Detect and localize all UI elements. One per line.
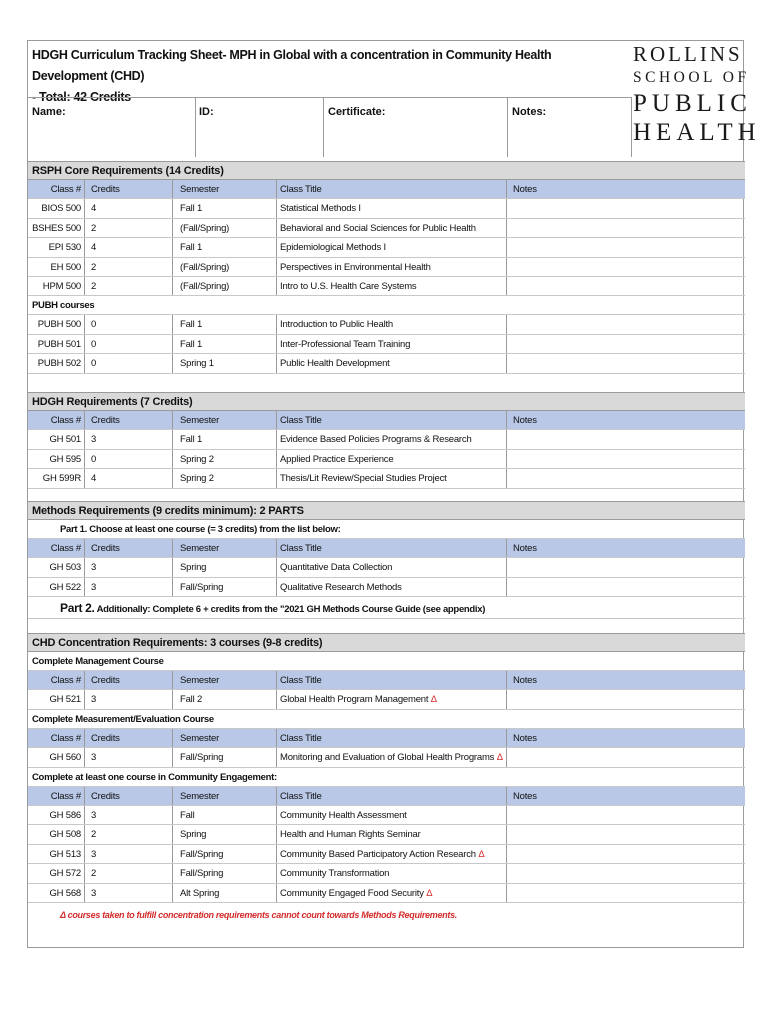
logo-line-2: SCHOOL OF xyxy=(633,69,750,86)
title-cell xyxy=(277,469,507,487)
credits-cell xyxy=(85,450,173,468)
table-header-row xyxy=(28,411,745,430)
title-cell-text: Inter-Professional Team Training xyxy=(280,338,411,350)
title-cell xyxy=(277,199,507,217)
semester-cell xyxy=(173,884,277,902)
credits-cell-text: 3 xyxy=(91,848,97,860)
semester-cell-text: Fall 2 xyxy=(180,694,203,706)
col-title: Class Title xyxy=(277,787,507,805)
credits-cell-text: 4 xyxy=(91,203,97,215)
logo-line-1: ROLLINS xyxy=(633,42,743,66)
credits-cell-text: 0 xyxy=(91,319,97,331)
footnote: Δ courses taken to fulfill concentration requirements cannot count towards Methods Requirements. xyxy=(60,910,457,920)
class-cell-text: GH 521 xyxy=(49,694,81,706)
section-title: CHD Concentration Requirements: 3 courses (9-8 credits) xyxy=(28,633,745,652)
col-class: Class # xyxy=(28,729,85,747)
credits-cell xyxy=(85,748,173,766)
title-cell xyxy=(277,558,507,576)
notes-cell[interactable] xyxy=(507,430,745,448)
notes-cell[interactable] xyxy=(507,315,745,333)
class-cell xyxy=(28,335,85,353)
notes-label: Notes: xyxy=(512,106,547,118)
col-credits: Credits xyxy=(85,787,173,805)
notes-cell[interactable] xyxy=(507,884,745,902)
semester-cell-text: Spring xyxy=(180,562,207,574)
credits-cell xyxy=(85,219,173,237)
semester-cell xyxy=(173,335,277,353)
delta-icon: Δ xyxy=(430,694,437,706)
title-cell-text: Applied Practice Experience xyxy=(280,453,394,465)
title-cell xyxy=(277,825,507,843)
notes-cell[interactable] xyxy=(507,864,745,882)
title-cell xyxy=(277,845,507,863)
semester-cell xyxy=(173,864,277,882)
title-cell-text: Global Health Program Management xyxy=(280,694,429,706)
title-cell-text: Health and Human Rights Seminar xyxy=(280,829,421,841)
class-cell xyxy=(28,884,85,902)
col-class: Class # xyxy=(28,180,85,198)
notes-cell[interactable] xyxy=(507,450,745,468)
class-cell xyxy=(28,558,85,576)
col-credits: Credits xyxy=(85,411,173,429)
class-cell-text: HPM 500 xyxy=(42,280,81,292)
semester-cell-text: Fall 1 xyxy=(180,434,203,446)
logo-line-3: PUBLIC xyxy=(633,90,752,117)
title-line-2: - Total: 42 Credits xyxy=(32,90,131,104)
notes-cell[interactable] xyxy=(507,199,745,217)
class-cell-text: BSHES 500 xyxy=(32,222,81,234)
col-notes: Notes xyxy=(513,732,537,744)
table-header-row xyxy=(28,539,745,558)
credits-cell xyxy=(85,469,173,487)
col-class: Class # xyxy=(28,539,85,557)
credits-cell-text: 3 xyxy=(91,887,97,899)
semester-cell xyxy=(173,277,277,295)
semester-cell-text: Fall 1 xyxy=(180,242,203,254)
title-cell xyxy=(277,578,507,596)
delta-icon: Δ xyxy=(426,887,433,899)
eval-label: Complete Measurement/Evaluation Course xyxy=(28,710,745,729)
core-section xyxy=(28,161,745,374)
title-line-1: HDGH Curriculum Tracking Sheet- MPH in Global with a concentration in Community Health Development (CHD) xyxy=(32,48,552,83)
class-cell xyxy=(28,825,85,843)
col-credits: Credits xyxy=(85,539,173,557)
table-row xyxy=(28,864,745,883)
class-cell-text: GH 595 xyxy=(49,453,81,465)
table-row xyxy=(28,315,745,334)
title-cell-text: Perspectives in Environmental Health xyxy=(280,261,431,273)
certificate-field[interactable] xyxy=(324,97,508,157)
notes-field[interactable] xyxy=(508,97,632,157)
title-cell xyxy=(277,315,507,333)
title-cell xyxy=(277,748,507,766)
credits-cell-text: 0 xyxy=(91,338,97,350)
semester-cell xyxy=(173,219,277,237)
semester-cell xyxy=(173,845,277,863)
class-cell xyxy=(28,258,85,276)
table-row xyxy=(28,354,745,373)
title-cell xyxy=(277,690,507,708)
semester-cell-text: Fall/Spring xyxy=(180,848,224,860)
part1-label: Part 1. Choose at least one course (= 3 credits) from the list below: xyxy=(28,520,745,539)
title-cell-text: Intro to U.S. Health Care Systems xyxy=(280,280,417,292)
title-cell xyxy=(277,219,507,237)
semester-cell-text: Spring 2 xyxy=(180,453,214,465)
tracking-sheet xyxy=(27,40,761,948)
title-cell-text: Community Transformation xyxy=(280,868,390,880)
class-cell xyxy=(28,219,85,237)
title-cell xyxy=(277,354,507,372)
certificate-label: Certificate: xyxy=(328,106,386,118)
notes-cell[interactable] xyxy=(507,335,745,353)
credits-cell-text: 0 xyxy=(91,453,97,465)
notes-cell[interactable] xyxy=(507,806,745,824)
mgmt-rows xyxy=(28,690,745,709)
id-label: ID: xyxy=(199,106,214,118)
credits-cell-text: 4 xyxy=(91,242,97,254)
credits-cell xyxy=(85,690,173,708)
class-cell-text: GH 568 xyxy=(49,887,81,899)
chd-section xyxy=(28,633,745,903)
title-cell-text: Epidemiological Methods I xyxy=(280,242,386,254)
col-notes: Notes xyxy=(513,543,537,554)
pubh-rows xyxy=(28,315,745,373)
name-field[interactable] xyxy=(28,97,196,157)
notes-cell[interactable] xyxy=(507,578,745,596)
class-cell-text: PUBH 501 xyxy=(37,338,81,350)
notes-cell[interactable] xyxy=(507,219,745,237)
hdgh-rows xyxy=(28,430,745,488)
logo-line-4: HEALTH xyxy=(633,119,761,146)
table-header-row xyxy=(28,787,745,806)
semester-cell xyxy=(173,825,277,843)
class-cell xyxy=(28,748,85,766)
class-cell-text: EH 500 xyxy=(50,261,81,273)
notes-cell[interactable] xyxy=(507,277,745,295)
semester-cell-text: Fall 1 xyxy=(180,203,203,215)
title-cell-text: Quantitative Data Collection xyxy=(280,562,393,574)
title-cell xyxy=(277,430,507,448)
credits-cell-text: 2 xyxy=(91,868,97,880)
semester-cell-text: Fall/Spring xyxy=(180,868,224,880)
credits-cell-text: 3 xyxy=(91,809,97,821)
semester-cell-text: (Fall/Spring) xyxy=(180,261,230,273)
semester-cell xyxy=(173,238,277,256)
credits-cell xyxy=(85,354,173,372)
credits-cell xyxy=(85,845,173,863)
title-cell xyxy=(277,277,507,295)
title-cell-text: Community Health Assessment xyxy=(280,809,407,821)
table-row xyxy=(28,430,745,449)
section-title: RSPH Core Requirements (14 Credits) xyxy=(28,161,745,180)
delta-icon: Δ xyxy=(496,752,503,764)
class-cell xyxy=(28,430,85,448)
class-cell xyxy=(28,578,85,596)
col-class: Class # xyxy=(28,411,85,429)
notes-cell[interactable] xyxy=(507,748,745,766)
credits-cell xyxy=(85,258,173,276)
notes-cell[interactable] xyxy=(507,558,745,576)
credits-cell xyxy=(85,884,173,902)
table-row xyxy=(28,578,745,597)
col-notes: Notes xyxy=(513,790,537,802)
credits-cell xyxy=(85,199,173,217)
methods-section xyxy=(28,501,745,619)
semester-cell xyxy=(173,315,277,333)
engage-rows xyxy=(28,806,745,903)
table-row xyxy=(28,450,745,469)
table-header-row xyxy=(28,671,745,690)
credits-cell-text: 2 xyxy=(91,280,97,292)
title-cell-text: Public Health Development xyxy=(280,358,390,370)
section-title: HDGH Requirements (7 Credits) xyxy=(28,392,745,411)
class-cell-text: GH 503 xyxy=(49,562,81,574)
table-row xyxy=(28,238,745,257)
delta-icon: Δ xyxy=(478,848,485,860)
table-row xyxy=(28,199,745,218)
notes-cell[interactable] xyxy=(507,238,745,256)
col-credits: Credits xyxy=(85,671,173,689)
title-cell-text: Qualitative Research Methods xyxy=(280,581,402,593)
table-row xyxy=(28,219,745,238)
mgmt-label: Complete Management Course xyxy=(28,652,745,671)
col-class: Class # xyxy=(28,671,85,689)
credits-cell-text: 2 xyxy=(91,222,97,234)
col-title: Class Title xyxy=(277,180,507,198)
col-semester: Semester xyxy=(173,180,277,198)
semester-cell-text: Fall 1 xyxy=(180,338,203,350)
class-cell-text: BIOS 500 xyxy=(41,203,81,215)
col-semester: Semester xyxy=(173,787,277,805)
title-cell-text: Community Engaged Food Security xyxy=(280,887,424,899)
title-cell-text: Introduction to Public Health xyxy=(280,319,394,331)
semester-cell xyxy=(173,748,277,766)
semester-cell-text: Spring 2 xyxy=(180,473,214,485)
class-cell xyxy=(28,238,85,256)
title-cell-text: Evidence Based Policies Programs & Research xyxy=(280,434,472,446)
semester-cell-text: Fall/Spring xyxy=(180,581,224,593)
semester-cell xyxy=(173,430,277,448)
table-row xyxy=(28,558,745,577)
semester-cell xyxy=(173,450,277,468)
class-cell-text: GH 572 xyxy=(49,868,81,880)
class-cell-text: GH 501 xyxy=(49,434,81,446)
section-title: Methods Requirements (9 credits minimum): 2 PARTS xyxy=(28,501,745,520)
table-row xyxy=(28,748,745,767)
credits-cell-text: 0 xyxy=(91,358,97,370)
table-row xyxy=(28,690,745,709)
col-title: Class Title xyxy=(277,729,507,747)
class-cell-text: EPI 530 xyxy=(48,242,81,254)
credits-cell xyxy=(85,277,173,295)
class-cell xyxy=(28,864,85,882)
credits-cell xyxy=(85,430,173,448)
semester-cell-text: Fall 1 xyxy=(180,319,203,331)
part2-text: Additionally: Complete 6 + credits from the "2021 GH Methods Course Guide (see appendix) xyxy=(94,604,486,616)
class-cell-text: PUBH 502 xyxy=(37,358,81,370)
title-cell xyxy=(277,450,507,468)
notes-cell[interactable] xyxy=(507,690,745,708)
semester-cell-text: Fall/Spring xyxy=(180,752,224,764)
title-cell xyxy=(277,806,507,824)
class-cell-text: PUBH 500 xyxy=(37,319,81,331)
credits-cell-text: 3 xyxy=(91,562,97,574)
semester-cell xyxy=(173,199,277,217)
methods-rows xyxy=(28,558,745,597)
id-field[interactable] xyxy=(196,97,324,157)
title-cell xyxy=(277,864,507,882)
hdgh-section xyxy=(28,392,745,489)
class-cell-text: GH 508 xyxy=(49,829,81,841)
credits-cell xyxy=(85,825,173,843)
credits-cell xyxy=(85,238,173,256)
title-cell-text: Community Based Participatory Action Research xyxy=(280,848,476,860)
class-cell xyxy=(28,315,85,333)
pubh-label: PUBH courses xyxy=(28,296,745,315)
col-credits: Credits xyxy=(85,729,173,747)
notes-cell[interactable] xyxy=(507,258,745,276)
col-semester: Semester xyxy=(173,411,277,429)
class-cell xyxy=(28,806,85,824)
title-cell xyxy=(277,258,507,276)
class-cell xyxy=(28,469,85,487)
semester-cell xyxy=(173,806,277,824)
class-cell xyxy=(28,277,85,295)
semester-cell xyxy=(173,690,277,708)
title-cell-text: Monitoring and Evaluation of Global Health Programs xyxy=(280,752,495,764)
credits-cell-text: 3 xyxy=(91,694,97,706)
col-notes: Notes xyxy=(513,184,537,195)
credits-cell xyxy=(85,558,173,576)
title-cell xyxy=(277,335,507,353)
table-row xyxy=(28,335,745,354)
class-cell-text: GH 560 xyxy=(49,752,81,764)
credits-cell-text: 3 xyxy=(91,434,97,446)
name-label: Name: xyxy=(32,106,66,118)
semester-cell-text: Fall xyxy=(180,809,195,821)
table-row xyxy=(28,884,745,903)
semester-cell-text: Spring xyxy=(180,829,207,841)
table-row xyxy=(28,845,745,864)
class-cell xyxy=(28,845,85,863)
semester-cell xyxy=(173,558,277,576)
col-title: Class Title xyxy=(277,539,507,557)
col-semester: Semester xyxy=(173,671,277,689)
core-rows xyxy=(28,199,745,296)
credits-cell-text: 2 xyxy=(91,261,97,273)
part2-label xyxy=(28,597,745,619)
semester-cell-text: Alt Spring xyxy=(180,887,220,899)
table-row xyxy=(28,469,745,488)
credits-cell xyxy=(85,806,173,824)
title-cell xyxy=(277,884,507,902)
table-row xyxy=(28,806,745,825)
title-cell-text: Statistical Methods I xyxy=(280,203,361,215)
col-semester: Semester xyxy=(173,539,277,557)
part2-heading: Part 2. xyxy=(60,601,95,616)
semester-cell-text: Spring 1 xyxy=(180,358,214,370)
credits-cell xyxy=(85,578,173,596)
semester-cell-text: (Fall/Spring) xyxy=(180,280,230,292)
credits-cell-text: 3 xyxy=(91,752,97,764)
title-cell-text: Behavioral and Social Sciences for Public Health xyxy=(280,222,476,234)
col-notes: Notes xyxy=(513,415,537,426)
semester-cell xyxy=(173,354,277,372)
col-credits: Credits xyxy=(85,180,173,198)
engage-label: Complete at least one course in Community Engagement: xyxy=(28,768,745,787)
notes-cell[interactable] xyxy=(507,845,745,863)
col-title: Class Title xyxy=(277,411,507,429)
title-cell-text: Thesis/Lit Review/Special Studies Project xyxy=(280,473,447,485)
credits-cell xyxy=(85,335,173,353)
rollins-logo xyxy=(633,41,761,147)
semester-cell-text: (Fall/Spring) xyxy=(180,222,230,234)
semester-cell xyxy=(173,578,277,596)
class-cell xyxy=(28,690,85,708)
notes-cell[interactable] xyxy=(507,469,745,487)
table-header-row xyxy=(28,180,745,199)
table-row xyxy=(28,258,745,277)
table-header-row xyxy=(28,729,745,748)
notes-cell[interactable] xyxy=(507,825,745,843)
semester-cell xyxy=(173,469,277,487)
col-class: Class # xyxy=(28,787,85,805)
semester-cell xyxy=(173,258,277,276)
col-semester: Semester xyxy=(173,729,277,747)
credits-cell-text: 2 xyxy=(91,829,97,841)
credits-cell-text: 4 xyxy=(91,473,97,485)
col-title: Class Title xyxy=(277,671,507,689)
credits-cell xyxy=(85,315,173,333)
class-cell xyxy=(28,354,85,372)
table-row xyxy=(28,277,745,296)
class-cell xyxy=(28,199,85,217)
class-cell-text: GH 586 xyxy=(49,809,81,821)
class-cell-text: GH 599R xyxy=(42,473,81,485)
title-cell xyxy=(277,238,507,256)
class-cell-text: GH 522 xyxy=(49,581,81,593)
credits-cell xyxy=(85,864,173,882)
col-notes: Notes xyxy=(513,675,537,686)
eval-rows xyxy=(28,748,745,767)
credits-cell-text: 3 xyxy=(91,581,97,593)
class-cell xyxy=(28,450,85,468)
table-row xyxy=(28,825,745,844)
notes-cell[interactable] xyxy=(507,354,745,372)
class-cell-text: GH 513 xyxy=(49,848,81,860)
